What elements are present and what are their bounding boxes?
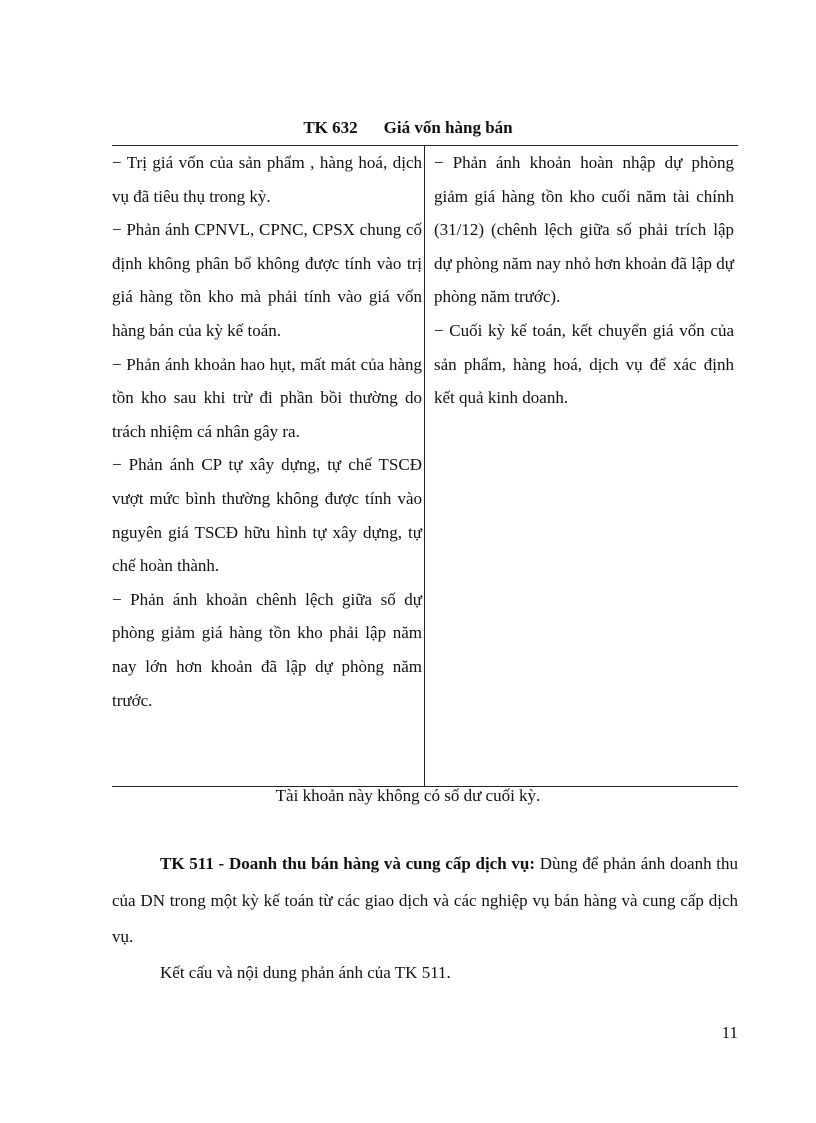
debit-entry: − Phản ánh CPNVL, CPNC, CPSX chung cố định không phân bổ không được tính vào trị giá hàng tồn kho mà phải tính vào giá vốn hàng bán của kỳ kế toán. xyxy=(112,220,422,340)
section-followup: Kết cấu và nội dung phản ánh của TK 511. xyxy=(160,963,451,982)
account-title xyxy=(0,118,816,138)
section-paragraph xyxy=(112,846,738,956)
account-code: TK 632 xyxy=(303,118,358,137)
credit-entry: − Phản ánh khoản hoàn nhập dự phòng giảm giá hàng tồn kho cuối năm tài chính (31/12) (chênh lệch giữa số phải trích lập dự phòng năm nay nhỏ hơn khoản đã lập dự phòng năm trước). xyxy=(434,153,734,307)
section-heading: TK 511 - Doanh thu bán hàng và cung cấp dịch vụ: xyxy=(160,854,536,873)
t-account-table xyxy=(112,145,738,787)
debit-entry: − Trị giá vốn của sản phẩm , hàng hoá, dịch vụ đã tiêu thụ trong kỳ. xyxy=(112,153,422,206)
account-name: Giá vốn hàng bán xyxy=(383,118,513,137)
credit-column xyxy=(434,146,734,415)
page-number: 11 xyxy=(721,1023,738,1042)
section-body: Dùng để phản ánh doanh thu của DN trong một kỳ kế toán từ các giao dịch và các nghiệp vụ bán hàng và cung cấp dịch vụ. xyxy=(112,854,739,946)
debit-column xyxy=(112,146,425,786)
debit-entry: − Phản ánh khoản hao hụt, mất mát của hàng tồn kho sau khi trừ đi phần bồi thường do trách nhiệm cá nhân gây ra. xyxy=(112,354,422,441)
debit-entry: − Phản ánh khoản chênh lệch giữa số dự phòng giảm giá hàng tồn kho phải lập năm nay lớn hơn khoản đã lập dự phòng năm trước. xyxy=(112,589,422,710)
balance-note: Tài khoản này không có số dư cuối kỳ. xyxy=(275,786,541,805)
credit-entry: − Cuối kỳ kế toán, kết chuyển giá vốn của sản phẩm, hàng hoá, dịch vụ để xác định kết quả kinh doanh. xyxy=(434,320,734,408)
debit-entry: − Phản ánh CP tự xây dựng, tự chế TSCĐ vượt mức bình thường không được tính vào nguyên giá TSCĐ hữu hình tự xây dựng, tự chế hoàn thành. xyxy=(112,455,422,576)
